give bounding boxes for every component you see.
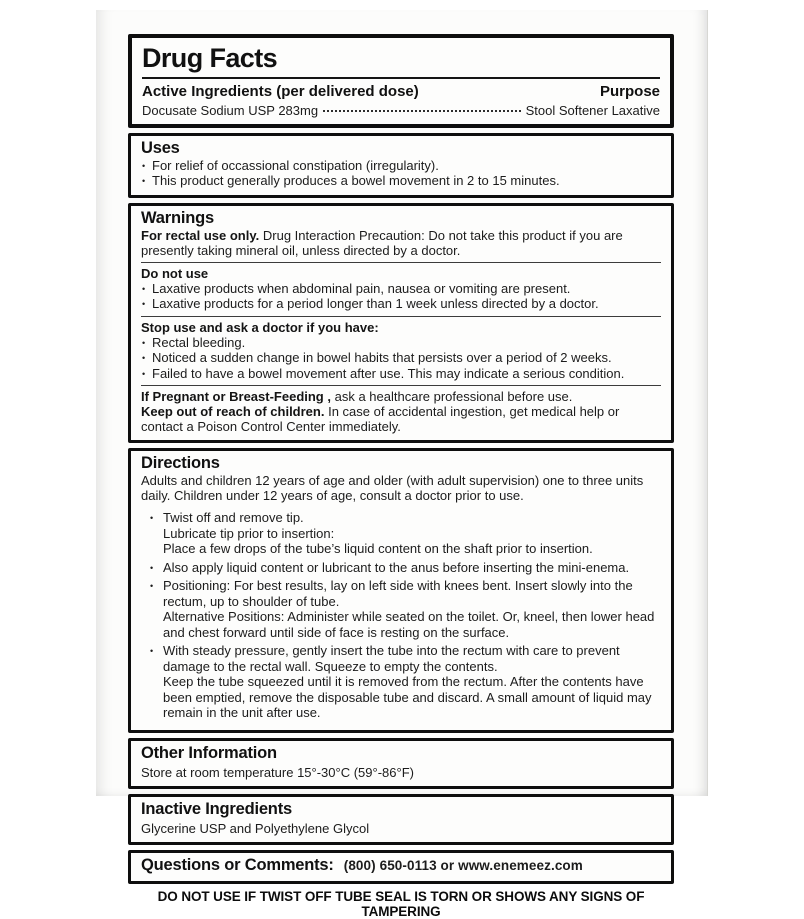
do-not-use-list (141, 281, 661, 312)
purpose-heading: Purpose (599, 82, 660, 100)
stop-use-item-text: Failed to have a bowel movement after use. This may indicate a serious condition. (152, 365, 625, 381)
pregnant-paragraph (141, 389, 661, 404)
tamper-warning-text: DO NOT USE IF TWIST OFF TUBE SEAL IS TORN OR SHOWS ANY SIGNS OF TAMPERING (157, 888, 645, 919)
questions-row (141, 856, 661, 875)
stop-use-item-text: Noticed a sudden change in bowel habits that persists over a period of 2 weeks. (152, 350, 612, 366)
uses-item-text: For relief of occassional constipation (irregularity). (152, 157, 439, 173)
list-item (141, 366, 661, 382)
section-directions (128, 448, 674, 733)
children-bold: Keep out of reach of children. (141, 404, 325, 420)
section-questions (128, 850, 674, 884)
list-item (141, 643, 661, 721)
directions-heading: Directions (141, 454, 220, 473)
list-item (141, 510, 661, 557)
section-drug-facts-header (128, 34, 674, 128)
list-item (141, 335, 661, 351)
children-paragraph (141, 404, 661, 434)
questions-heading: Questions or Comments: (141, 855, 334, 874)
rectal-use-paragraph (141, 228, 661, 258)
stop-use-heading: Stop use and ask a doctor if you have: (141, 319, 379, 335)
directions-intro: Adults and children 12 years of age and older (with adult supervision) one to three units daily. Children under 12 years of age, consult a doctor prior to use. (141, 473, 644, 504)
direction-line: • Positioning: For best results, lay on left side with knees bent. Insert slowly into the rectum, up to shoulder of tube. (163, 578, 633, 609)
rectal-use-text: Drug Interaction Precaution: Do not take this product if you are presently taking mineral oil, unless directed by a doctor. (141, 227, 623, 258)
direction-line: Lubricate tip prior to insertion: (163, 525, 335, 541)
do-not-use-item-text: Laxative products for a period longer than 1 week unless directed by a doctor. (152, 296, 599, 312)
rectal-use-bold: For rectal use only. (141, 227, 260, 243)
direction-line: • Also apply liquid content or lubricant to the anus before inserting the mini-enema. (163, 559, 630, 575)
warnings-divider (141, 385, 661, 386)
label-paper-sheet (96, 10, 708, 919)
purpose-value: Stool Softener Laxative (525, 102, 660, 118)
direction-line: • Twist off and remove tip. (163, 510, 304, 526)
questions-contact-text: (800) 650-0113 or www.enemeez.com (343, 857, 583, 873)
list-item (141, 560, 661, 576)
direction-line: • With steady pressure, gently insert the tube into the rectum with care to prevent damage to the rectal wall. Squeeze to empty the contents. (163, 643, 620, 674)
uses-list (141, 158, 661, 189)
pregnant-text: ask a healthcare professional before use. (334, 389, 573, 405)
other-information-heading: Other Information (141, 743, 277, 762)
uses-item-text: This product generally produces a bowel movement in 2 to 15 minutes. (152, 173, 560, 189)
direction-line: Place a few drops of the tube’s liquid content on the shaft prior to insertion. (163, 541, 593, 557)
children-text: In case of accidental ingestion, get medical help or contact a Poison Control Center immediately. (141, 404, 620, 435)
title-divider (142, 77, 660, 79)
do-not-use-item-text: Laxative products when abdominal pain, nausea or vomiting are present. (152, 280, 571, 296)
other-information-text: Store at room temperature 15°-30°C (59°-86°F) (141, 764, 414, 780)
ingredient-name: Docusate Sodium USP 283mg (142, 102, 319, 118)
list-item (141, 173, 661, 189)
pregnant-bold: If Pregnant or Breast-Feeding , (141, 389, 331, 405)
warnings-divider (141, 262, 661, 263)
stop-use-list (141, 335, 661, 382)
list-item (141, 158, 661, 174)
warnings-divider (141, 316, 661, 317)
do-not-use-heading: Do not use (141, 265, 209, 281)
dotted-leader (323, 110, 521, 112)
list-item (141, 578, 661, 640)
stop-use-item-text: Rectal bleeding. (152, 334, 246, 350)
section-warnings (128, 203, 674, 444)
inactive-ingredients-heading: Inactive Ingredients (141, 799, 292, 818)
list-item (141, 350, 661, 366)
drug-facts-label (128, 34, 674, 919)
page-title: Drug Facts (142, 43, 278, 73)
section-inactive-ingredients (128, 794, 674, 845)
active-ingredients-header-row (142, 83, 660, 100)
uses-heading: Uses (141, 138, 180, 157)
list-item (141, 281, 661, 297)
directions-list (141, 510, 661, 721)
list-item (141, 296, 661, 312)
direction-line: Alternative Positions: Administer while seated on the toilet. Or, kneel, then lower head and chest forward until side of face is resting on the surface. (163, 609, 655, 640)
ingredient-row (142, 103, 660, 118)
section-uses (128, 133, 674, 198)
inactive-ingredients-text: Glycerine USP and Polyethylene Glycol (141, 820, 370, 836)
direction-line: Keep the tube squeezed until it is removed from the rectum. After the contents have been emptied, remove the disposable tube and discard. A small amount of liquid may remain in the unit after use. (163, 674, 652, 721)
section-other-information (128, 738, 674, 789)
active-ingredients-heading: Active Ingredients (per delivered dose) (142, 82, 419, 100)
warnings-heading: Warnings (141, 208, 214, 227)
